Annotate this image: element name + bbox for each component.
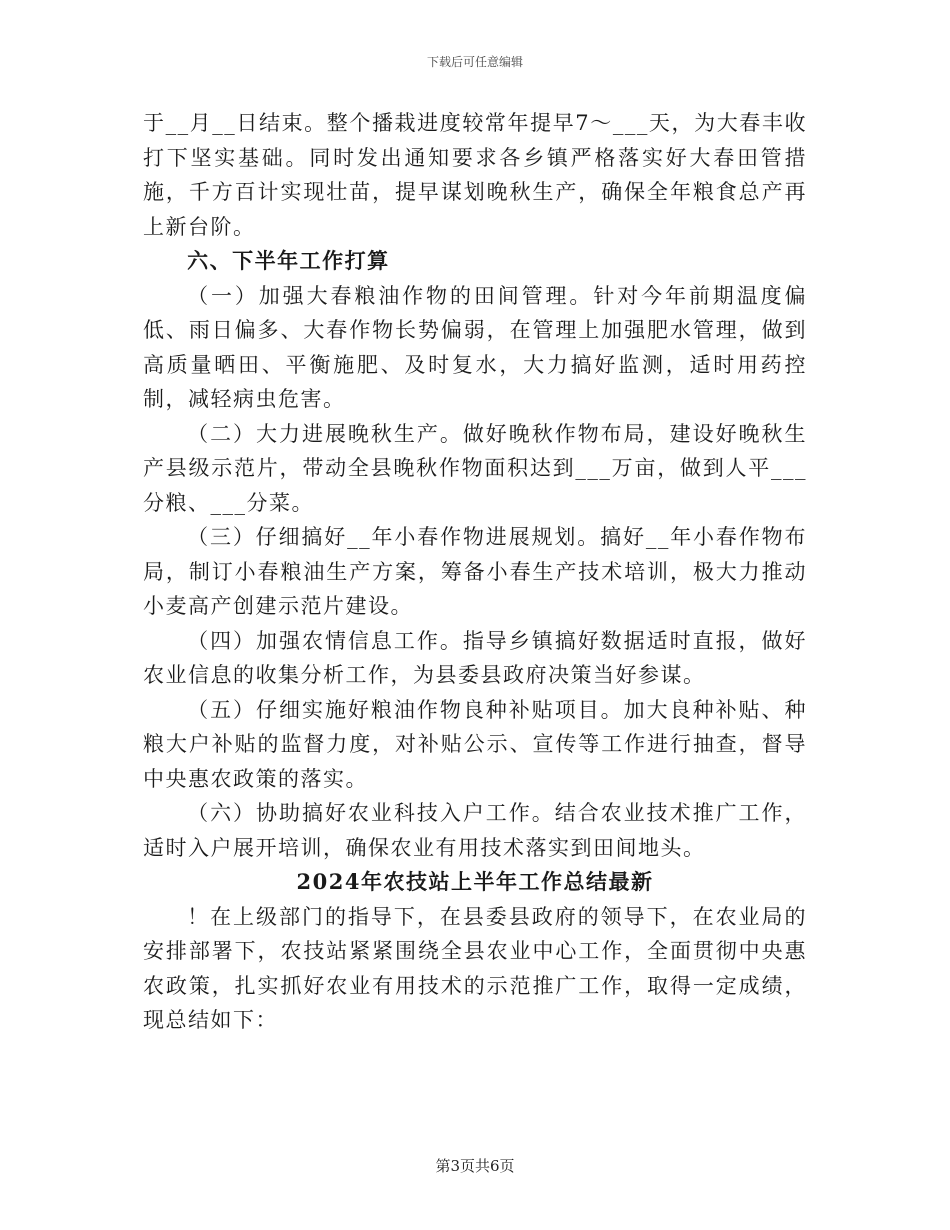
intro-paragraph: ！在上级部门的指导下，在县委县政府的领导下，在农业局的安排部署下，农技站紧紧围绕全县农业中心工作，全面贯彻中央惠农政策，扎实抓好农业有用技术的示范推广工作，取得一定成绩，现总结如下： xyxy=(143,904,807,1032)
plan-item-6: （六）协助搞好农业科技入户工作。结合农业技术推广工作，适时入户展开培训，确保农业有用技术落实到田间地头。 xyxy=(143,801,807,860)
section-heading: 六、下半年工作打算 xyxy=(187,248,390,273)
page-number: 第3页共6页 xyxy=(435,1157,515,1175)
plan-item-3: （三）仔细搞好__年小春作物进展规划。搞好__年小春作物布局，制订小春粮油生产方案，筹备小春生产技术培训，极大力推动小麦高产创建示范片建设。 xyxy=(143,525,807,618)
plan-item-2: （二）大力进展晚秋生产。做好晚秋作物布局，建设好晚秋生产县级示范片，带动全县晚秋作物面积达到___万亩，做到人平___分粮、___分菜。 xyxy=(143,421,807,515)
plan-item-4: （四）加强农情信息工作。指导乡镇搞好数据适时直报，做好农业信息的收集分析工作，为县委县政府决策当好参谋。 xyxy=(143,628,807,687)
plan-item-5: （五）仔细实施好粮油作物良种补贴项目。加大良种补贴、种粮大户补贴的监督力度，对补贴公示、宣传等工作进行抽查，督导中央惠农政策的落实。 xyxy=(143,697,807,791)
document-body xyxy=(143,106,807,1038)
plan-item-1: （一）加强大春粮油作物的田间管理。针对今年前期温度偏低、雨日偏多、大春作物长势偏弱，在管理上加强肥水管理，做到高质量晒田、平衡施肥、及时复水，大力搞好监测，适时用药控制，减轻病虫危害。 xyxy=(143,283,807,411)
paragraph-continuation: 于__月__日结束。整个播栽进度较常年提早7～___天，为大春丰收打下坚实基础。同时发出通知要求各乡镇严格落实好大春田管措施，千方百计实现壮苗，提早谋划晚秋生产，确保全年粮食总产再上新台阶。 xyxy=(143,111,807,239)
page-header: 下载后可任意编辑 xyxy=(426,55,523,69)
document-title: 2024年农技站上半年工作总结最新 xyxy=(296,869,654,894)
